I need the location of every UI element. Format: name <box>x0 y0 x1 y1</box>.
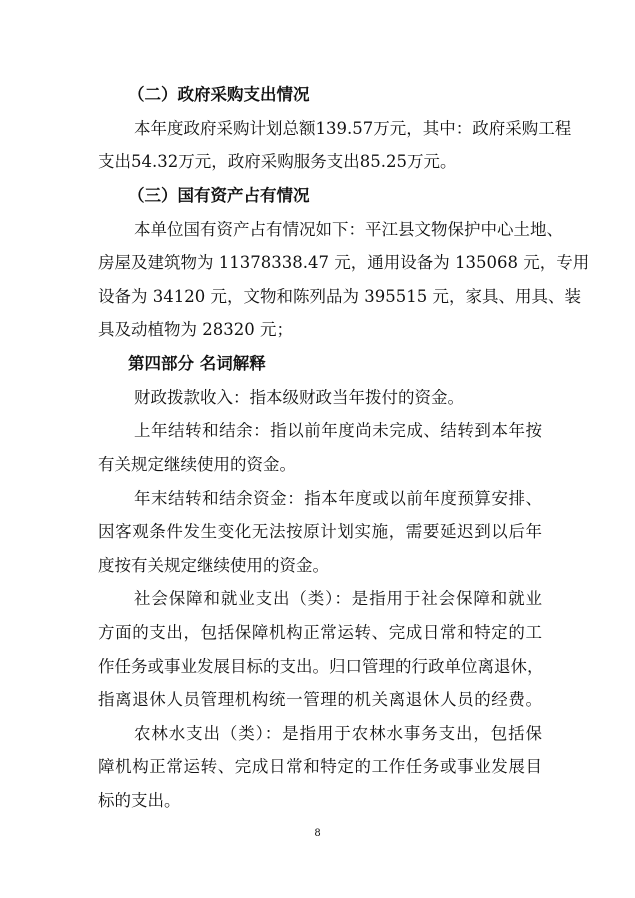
procurement-heading: （二）政府采购支出情况 <box>128 85 310 104</box>
term-social-security-line-1: 社会保障和就业支出（类）：是指用于社会保障和就业 <box>134 589 542 608</box>
term-agriculture-forestry-water-line-3: 标的支出。 <box>98 791 181 810</box>
procurement-line-2: 支出54.32万元，政府采购服务支出85.25万元。 <box>98 152 457 171</box>
assets-line-1: 本单位国有资产占有情况如下：平江县文物保护中心土地、 <box>134 220 563 239</box>
term-year-end-carryover-line-3: 度按有关规定继续使用的资金。 <box>98 556 329 575</box>
glossary-heading: 第四部分 名词解释 <box>128 354 266 373</box>
term-year-end-carryover-line-1: 年末结转和结余资金：指本年度或以前年度预算安排、 <box>134 489 542 508</box>
term-fiscal-allocation-income: 财政拨款收入：指本级财政当年拨付的资金。 <box>134 388 464 407</box>
term-prior-year-carryover-line-2: 有关规定继续使用的资金。 <box>98 455 296 474</box>
term-social-security-line-3: 作任务或事业发展目标的支出。归口管理的行政单位离退休， <box>98 657 544 676</box>
term-year-end-carryover-line-2: 因客观条件发生变化无法按原计划实施，需要延迟到以后年 <box>98 522 542 541</box>
assets-line-2: 房屋及建筑物为 11378338.47 元，通用设备为 135068 元，专用 <box>98 253 590 272</box>
term-agriculture-forestry-water-line-2: 障机构正常运转、完成日常和特定的工作任务或事业发展目 <box>98 757 542 776</box>
assets-line-4: 具及动植物为 28320 元； <box>98 320 293 339</box>
term-social-security-line-4: 指离退休人员管理机构统一管理的机关离退休人员的经费。 <box>98 690 542 709</box>
procurement-line-1: 本年度政府采购计划总额139.57万元，其中：政府采购工程 <box>134 119 572 138</box>
term-agriculture-forestry-water-line-1: 农林水支出（类）：是指用于农林水事务支出，包括保 <box>134 724 542 743</box>
page-number: 8 <box>314 828 321 839</box>
term-prior-year-carryover-line-1: 上年结转和结余：指以前年度尚未完成、结转到本年按 <box>134 421 542 440</box>
assets-line-3: 设备为 34120 元，文物和陈列品为 395515 元，家具、用具、装 <box>98 287 581 306</box>
assets-heading: （三）国有资产占有情况 <box>128 186 310 205</box>
term-social-security-line-2: 方面的支出，包括保障机构正常运转、完成日常和特定的工 <box>98 623 542 642</box>
